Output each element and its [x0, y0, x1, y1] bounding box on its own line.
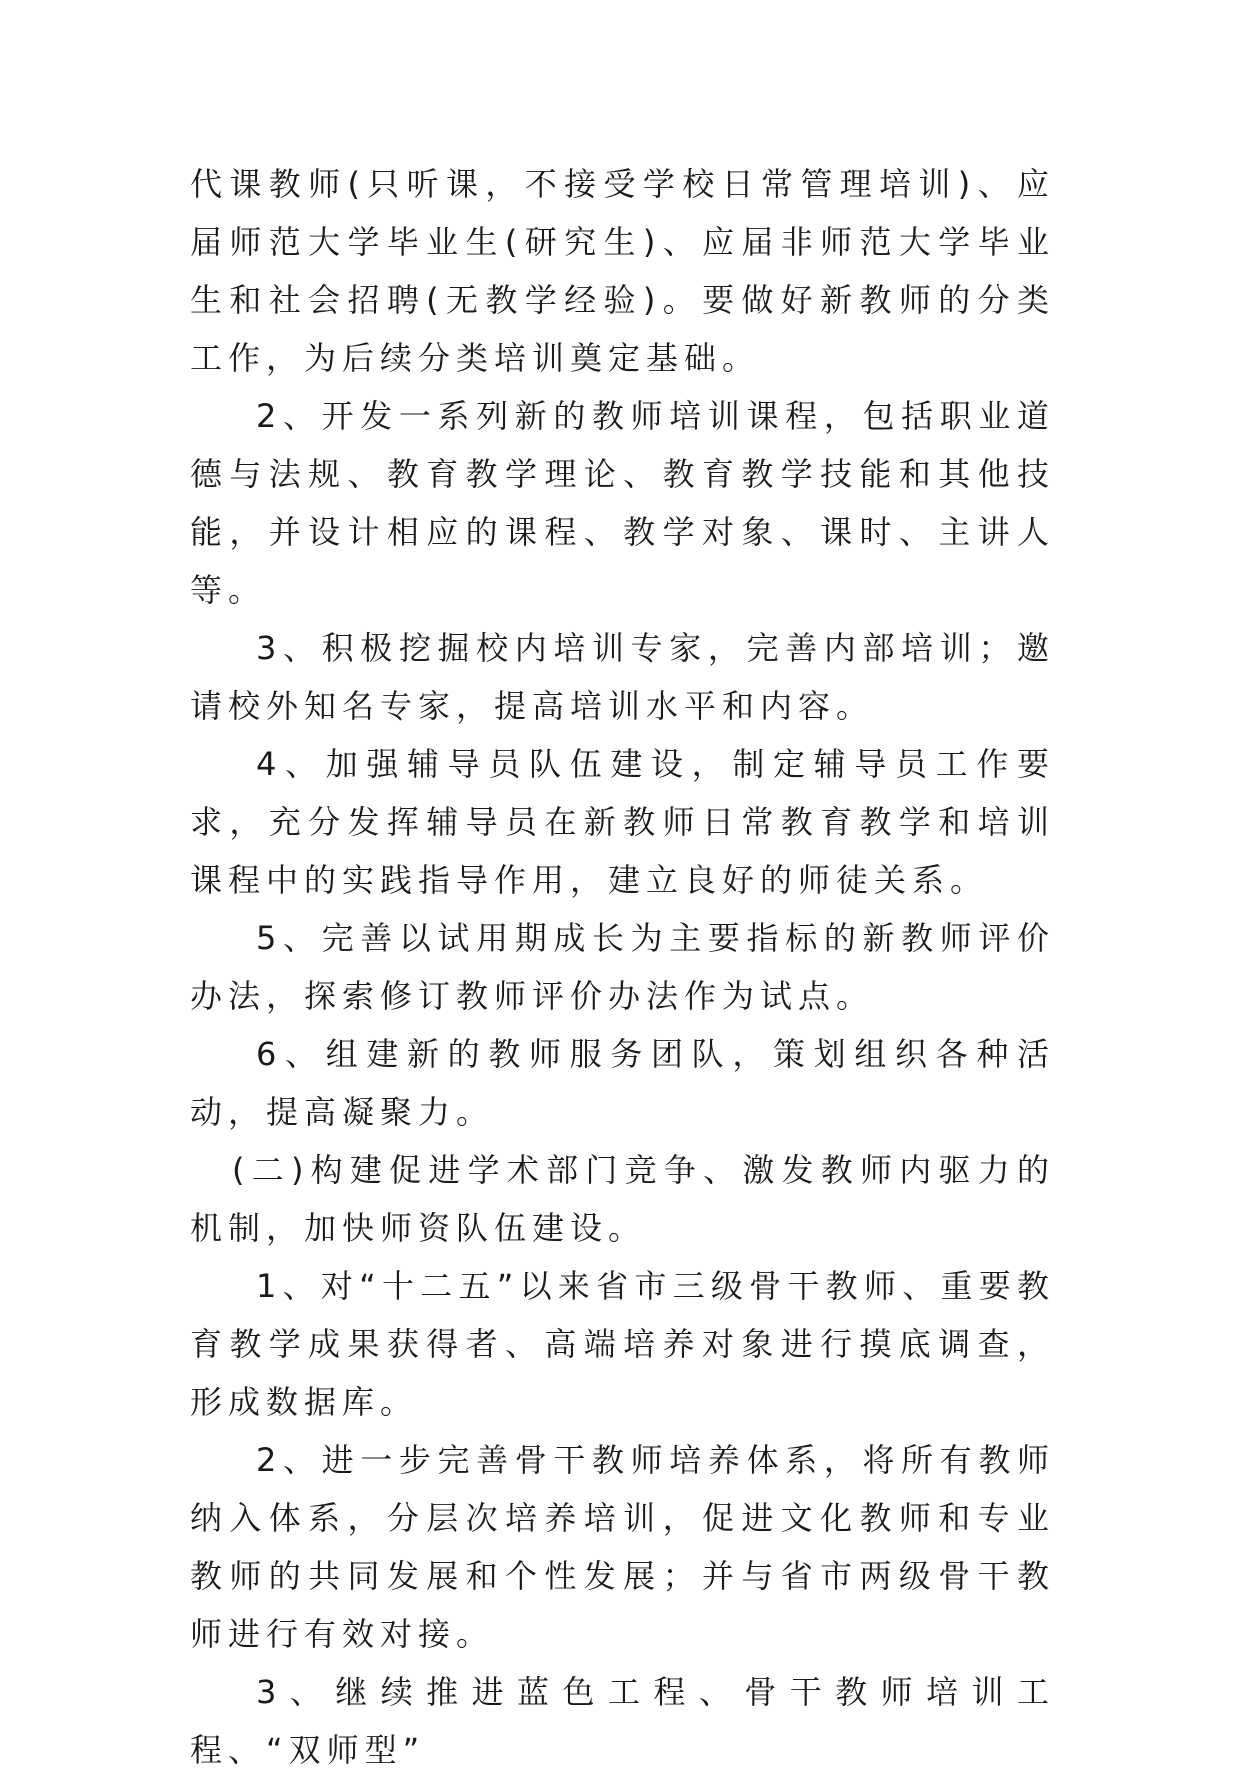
paragraph-item-3-projects: 3、继续推进蓝色工程、骨干教师培训工程、“双师型” — [190, 1673, 1055, 1769]
section-heading-2: (二)构建促进学术部门竞争、激发教师内驱力的机制，加快师资队伍建设。 — [190, 1151, 1055, 1247]
paragraph-item-4-mentors: 4、加强辅导员队伍建设，制定辅导员工作要求，充分发挥辅导员在新教师日常教育教学和培训课程中的实践指导作用，建立良好的师徒关系。 — [190, 745, 1055, 899]
paragraph-item-5-evaluation: 5、完善以试用期成长为主要指标的新教师评价办法，探索修订教师评价办法作为试点。 — [190, 919, 1055, 1015]
paragraph-item-1-survey: 1、对“十二五”以来省市三级骨干教师、重要教育教学成果获得者、高端培养对象进行摸底调查，形成数据库。 — [190, 1267, 1055, 1421]
paragraph-item-3-experts: 3、积极挖掘校内培训专家，完善内部培训；邀请校外知名专家，提高培训水平和内容。 — [190, 629, 1055, 725]
paragraph-continuation: 代课教师(只听课，不接受学校日常管理培训)、应届师范大学毕业生(研究生)、应届非师范大学毕业生和社会招聘(无教学经验)。要做好新教师的分类工作，为后续分类培训奠定基础。 — [190, 165, 1055, 377]
paragraph-item-2-system: 2、进一步完善骨干教师培养体系，将所有教师纳入体系，分层次培养培训，促进文化教师和专业教师的共同发展和个性发展；并与省市两级骨干教师进行有效对接。 — [190, 1441, 1055, 1653]
paragraph-item-2-courses: 2、开发一系列新的教师培训课程，包括职业道德与法规、教育教学理论、教育教学技能和其他技能，并设计相应的课程、教学对象、课时、主讲人等。 — [190, 397, 1055, 609]
document-body — [190, 155, 1055, 1779]
paragraph-item-6-service-team: 6、组建新的教师服务团队，策划组织各种活动，提高凝聚力。 — [190, 1035, 1055, 1131]
